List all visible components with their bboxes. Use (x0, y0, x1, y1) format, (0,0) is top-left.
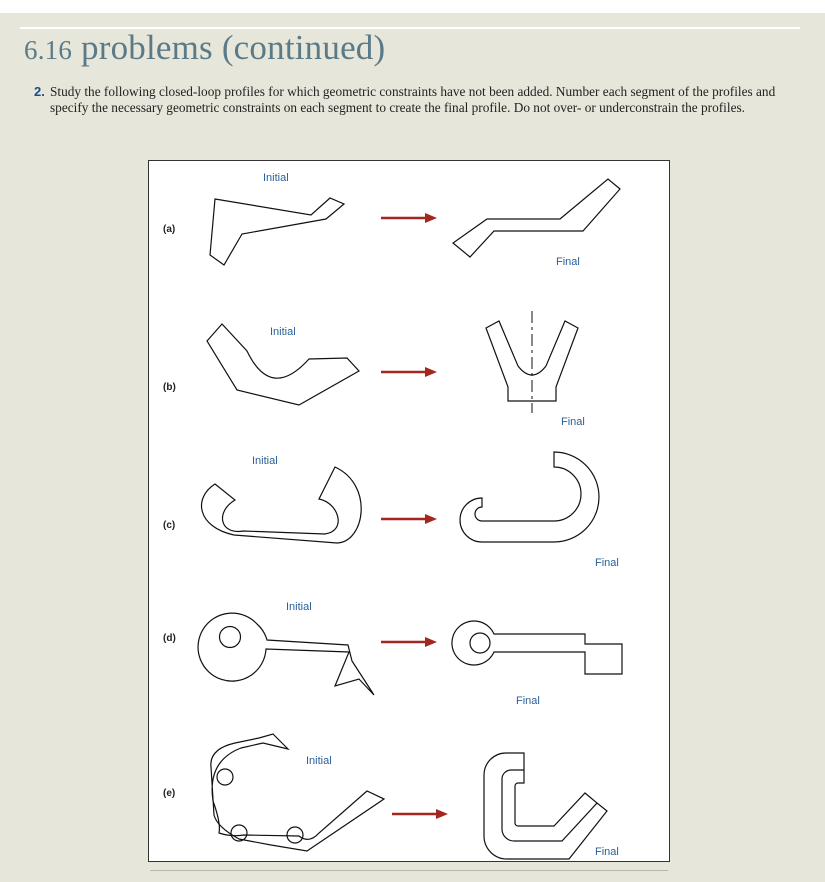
section-heading (24, 28, 385, 68)
initial-hole-e1 (217, 769, 233, 785)
figure-panel (148, 160, 670, 862)
row-d (163, 601, 622, 707)
right-arrow-icon (381, 514, 437, 524)
final-label-c: Final (595, 557, 619, 569)
initial-profile-c (202, 467, 362, 543)
final-label-a: Final (556, 256, 580, 268)
part-label-b: (b) (163, 382, 176, 393)
section-number: 6.16 (24, 35, 73, 65)
initial-profile-a (210, 198, 344, 265)
top-band (0, 0, 825, 13)
final-profile-a (453, 179, 620, 257)
initial-label-e: Initial (306, 755, 332, 767)
initial-hole-e3 (287, 827, 303, 843)
part-label-c: (c) (163, 520, 176, 531)
initial-hole-d (220, 627, 241, 648)
problem-number: 2. (34, 84, 45, 99)
initial-label-b: Initial (270, 326, 296, 338)
row-a (163, 172, 620, 268)
final-profile-d (452, 621, 622, 674)
row-b (163, 311, 585, 428)
figure-drawing (149, 161, 669, 861)
problem-text: Study the following closed-loop profiles for which geometric constraints have not been added. Number each segment of the profiles and specify the necessary geometric constraints on each segment to create the final profile. Do not over- or underconstrain the profiles. (50, 84, 776, 115)
row-c (163, 452, 619, 569)
problem-statement (34, 84, 809, 116)
right-arrow-icon (381, 213, 437, 223)
final-profile-c (460, 452, 599, 542)
part-label-d: (d) (163, 633, 176, 644)
initial-profile-e (211, 734, 384, 851)
right-arrow-icon (381, 367, 437, 377)
right-arrow-icon (392, 809, 448, 819)
part-label-a: (a) (163, 224, 176, 235)
final-label-e: Final (595, 846, 619, 858)
initial-label-d: Initial (286, 601, 312, 613)
right-arrow-icon (381, 637, 437, 647)
final-profile-e (484, 753, 607, 859)
section-title: problems (continued) (81, 28, 386, 67)
final-label-d: Final (516, 695, 540, 707)
part-label-e: (e) (163, 788, 176, 799)
row-e (163, 734, 619, 859)
initial-label-c: Initial (252, 455, 278, 467)
initial-profile-d (198, 613, 374, 695)
initial-label-a: Initial (263, 172, 289, 184)
final-hole-d (470, 633, 490, 653)
final-label-b: Final (561, 416, 585, 428)
footer-rule (150, 870, 668, 871)
